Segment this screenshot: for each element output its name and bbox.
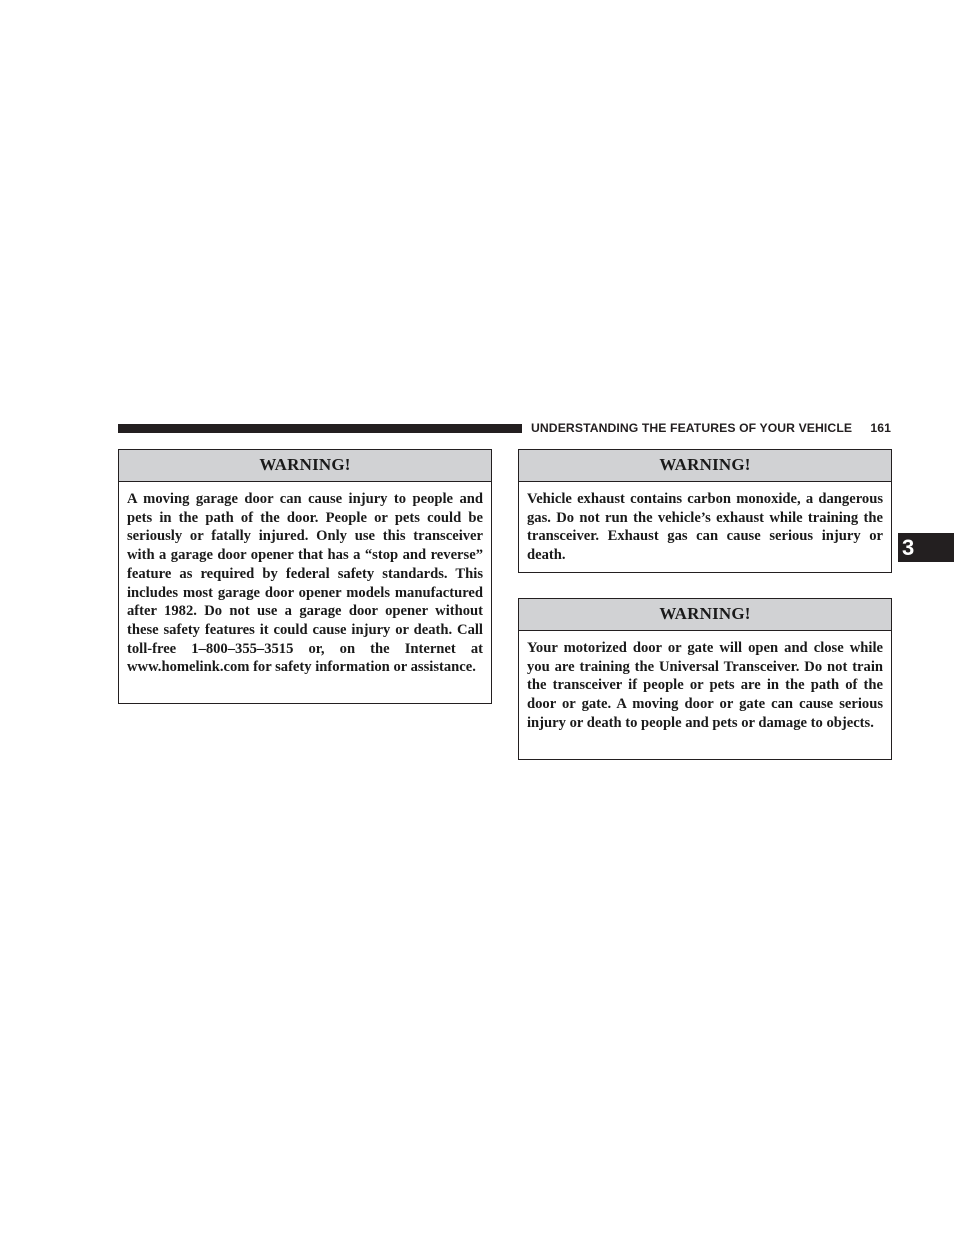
warning-heading: WARNING!: [119, 450, 491, 482]
warning-box-motorized-door: [518, 598, 892, 760]
warning-box-exhaust: [518, 449, 892, 573]
warning-heading: WARNING!: [519, 450, 891, 482]
warning-text: Your motorized door or gate will open and close while you are training the Universal Transceiver. Do not train the transceiver if people or pets are in the path of the door or gate. A moving door or gate can cause serious injury or death to people and pets or damage to objects.: [527, 640, 883, 731]
warning-box-garage-door: [118, 449, 492, 704]
section-title: UNDERSTANDING THE FEATURES OF YOUR VEHICLE: [531, 421, 853, 435]
warning-heading: WARNING!: [519, 599, 891, 631]
warning-text: A moving garage door can cause injury to people and pets in the path of the door. People or pets could be seriously or fatally injured. Only use this transceiver with a garage door opener that has a “stop and reverse” feature as required by federal safety standards. This includes most garage door opener models manufactured after 1982. Do not use a garage door opener without these safety features it could cause injury or death. Call toll-free 1–800–355–3515 or, on the Internet at www.homelink.com for safety information or assistance.: [127, 491, 483, 676]
running-header: [531, 420, 891, 436]
header-rule: [118, 424, 522, 433]
warning-text: Vehicle exhaust contains carbon monoxide, a dangerous gas. Do not run the vehicle’s exhaust while training the transceiver. Exhaust gas can cause serious injury or death.: [527, 491, 883, 564]
chapter-tab: 3: [898, 533, 954, 562]
page-number: 161: [870, 421, 891, 435]
